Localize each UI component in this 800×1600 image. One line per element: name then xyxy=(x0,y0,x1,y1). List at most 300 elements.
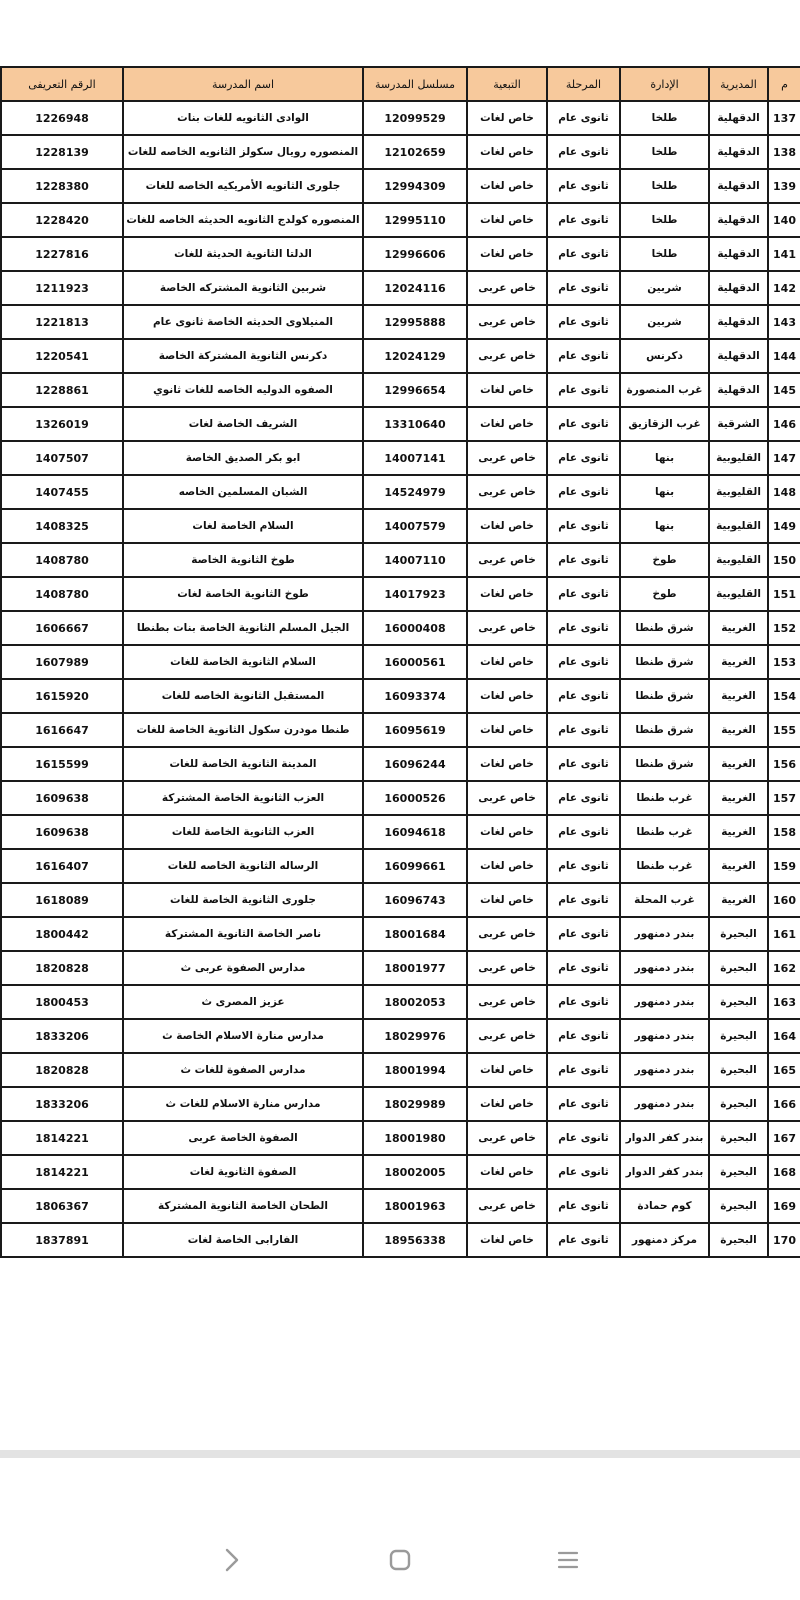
col-school-serial-cell: 16000526 xyxy=(363,781,467,815)
table-row xyxy=(1,1189,800,1223)
col-administration-cell: غرب طنطا xyxy=(620,781,709,815)
col-administration-cell: شرق طنطا xyxy=(620,747,709,781)
col-school-serial-cell: 12102659 xyxy=(363,135,467,169)
header-col-school-name: اسم المدرسة xyxy=(123,67,363,101)
col-identifier-cell: 1408325 xyxy=(1,509,123,543)
col-school-serial-cell: 16000408 xyxy=(363,611,467,645)
col-identifier-cell: 1606667 xyxy=(1,611,123,645)
col-directorate-cell: الدقهلية xyxy=(709,101,768,135)
col-index-cell: 163 xyxy=(768,985,800,1019)
table-row xyxy=(1,135,800,169)
col-directorate-cell: الغربية xyxy=(709,611,768,645)
table-row xyxy=(1,101,800,135)
col-affiliation-cell: خاص لغات xyxy=(467,645,547,679)
col-index-cell: 148 xyxy=(768,475,800,509)
col-identifier-cell: 1800442 xyxy=(1,917,123,951)
col-identifier-cell: 1408780 xyxy=(1,577,123,611)
header-col-stage: المرحلة xyxy=(547,67,620,101)
col-identifier-cell: 1615920 xyxy=(1,679,123,713)
col-stage-cell: ثانوى عام xyxy=(547,1155,620,1189)
col-identifier-cell: 1228139 xyxy=(1,135,123,169)
col-affiliation-cell: خاص لغات xyxy=(467,849,547,883)
col-identifier-cell: 1618089 xyxy=(1,883,123,917)
col-school-serial-cell: 18001684 xyxy=(363,917,467,951)
col-stage-cell: ثانوى عام xyxy=(547,407,620,441)
col-directorate-cell: الدقهلية xyxy=(709,135,768,169)
col-stage-cell: ثانوى عام xyxy=(547,339,620,373)
col-administration-cell: بنها xyxy=(620,441,709,475)
col-school-name-cell: المنصوره كولدج الثانويه الحديثه الخاصه للغات xyxy=(123,203,363,237)
col-administration-cell: طلخا xyxy=(620,101,709,135)
col-school-name-cell: العزب الثانوية الخاصة المشتركة xyxy=(123,781,363,815)
col-identifier-cell: 1408780 xyxy=(1,543,123,577)
col-identifier-cell: 1227816 xyxy=(1,237,123,271)
col-school-name-cell: المنيلاوى الحديثه الخاصة ثانوى عام xyxy=(123,305,363,339)
table-row xyxy=(1,611,800,645)
col-stage-cell: ثانوى عام xyxy=(547,1121,620,1155)
col-identifier-cell: 1806367 xyxy=(1,1189,123,1223)
col-school-name-cell: الوادى الثانويه للغات بنات xyxy=(123,101,363,135)
col-school-name-cell: المدينة الثانوية الخاصة للغات xyxy=(123,747,363,781)
col-stage-cell: ثانوى عام xyxy=(547,1223,620,1257)
col-affiliation-cell: خاص لغات xyxy=(467,883,547,917)
col-directorate-cell: القليوبية xyxy=(709,475,768,509)
col-directorate-cell: الغربية xyxy=(709,713,768,747)
col-administration-cell: غرب المنصورة xyxy=(620,373,709,407)
col-identifier-cell: 1609638 xyxy=(1,781,123,815)
col-identifier-cell: 1220541 xyxy=(1,339,123,373)
col-administration-cell: شرق طنطا xyxy=(620,679,709,713)
col-identifier-cell: 1616407 xyxy=(1,849,123,883)
col-school-name-cell: الصفوة الثانوية لغات xyxy=(123,1155,363,1189)
col-identifier-cell: 1814221 xyxy=(1,1155,123,1189)
col-affiliation-cell: خاص لغات xyxy=(467,1155,547,1189)
col-affiliation-cell: خاص لغات xyxy=(467,101,547,135)
col-affiliation-cell: خاص عربى xyxy=(467,1121,547,1155)
col-administration-cell: طلخا xyxy=(620,203,709,237)
table-row xyxy=(1,237,800,271)
col-school-serial-cell: 14007579 xyxy=(363,509,467,543)
col-administration-cell: بندر دمنهور xyxy=(620,985,709,1019)
table-row xyxy=(1,951,800,985)
col-stage-cell: ثانوى عام xyxy=(547,679,620,713)
col-affiliation-cell: خاص عربى xyxy=(467,1019,547,1053)
col-index-cell: 143 xyxy=(768,305,800,339)
col-school-name-cell: دكرنس الثانوية المشتركة الخاصة xyxy=(123,339,363,373)
col-identifier-cell: 1837891 xyxy=(1,1223,123,1257)
col-school-name-cell: الصفوه الدوليه الخاصه للغات ثانوي xyxy=(123,373,363,407)
col-directorate-cell: الدقهلية xyxy=(709,237,768,271)
col-affiliation-cell: خاص لغات xyxy=(467,815,547,849)
col-directorate-cell: الدقهلية xyxy=(709,203,768,237)
col-administration-cell: بندر كفر الدوار xyxy=(620,1121,709,1155)
col-identifier-cell: 1326019 xyxy=(1,407,123,441)
col-affiliation-cell: خاص عربى xyxy=(467,1189,547,1223)
col-identifier-cell: 1407507 xyxy=(1,441,123,475)
col-administration-cell: غرب طنطا xyxy=(620,849,709,883)
col-affiliation-cell: خاص لغات xyxy=(467,747,547,781)
col-administration-cell: شرق طنطا xyxy=(620,645,709,679)
col-index-cell: 139 xyxy=(768,169,800,203)
col-school-name-cell: جلورى الثانوية الخاصة للغات xyxy=(123,883,363,917)
col-stage-cell: ثانوى عام xyxy=(547,169,620,203)
col-stage-cell: ثانوى عام xyxy=(547,611,620,645)
table-row xyxy=(1,1053,800,1087)
col-administration-cell: غرب المحلة xyxy=(620,883,709,917)
col-directorate-cell: الغربية xyxy=(709,849,768,883)
header-col-directorate: المديرية xyxy=(709,67,768,101)
col-identifier-cell: 1616647 xyxy=(1,713,123,747)
col-identifier-cell: 1800453 xyxy=(1,985,123,1019)
col-school-serial-cell: 18029976 xyxy=(363,1019,467,1053)
col-school-serial-cell: 16095619 xyxy=(363,713,467,747)
home-button[interactable] xyxy=(376,1540,424,1580)
col-stage-cell: ثانوى عام xyxy=(547,509,620,543)
col-school-serial-cell: 16094618 xyxy=(363,815,467,849)
col-directorate-cell: الغربية xyxy=(709,883,768,917)
table-row xyxy=(1,1121,800,1155)
table-body xyxy=(1,101,800,1257)
col-school-name-cell: جلورى الثانويه الأمريكيه الخاصه للغات xyxy=(123,169,363,203)
col-school-serial-cell: 12996606 xyxy=(363,237,467,271)
col-stage-cell: ثانوى عام xyxy=(547,373,620,407)
col-school-serial-cell: 18002053 xyxy=(363,985,467,1019)
col-affiliation-cell: خاص عربى xyxy=(467,475,547,509)
col-identifier-cell: 1228380 xyxy=(1,169,123,203)
col-school-serial-cell: 16000561 xyxy=(363,645,467,679)
col-directorate-cell: البحيرة xyxy=(709,1053,768,1087)
table-header-row xyxy=(1,67,800,101)
col-stage-cell: ثانوى عام xyxy=(547,135,620,169)
header-col-identifier: الرقم التعريفى xyxy=(1,67,123,101)
col-administration-cell: شربين xyxy=(620,305,709,339)
col-stage-cell: ثانوى عام xyxy=(547,1087,620,1121)
col-stage-cell: ثانوى عام xyxy=(547,985,620,1019)
col-index-cell: 157 xyxy=(768,781,800,815)
col-affiliation-cell: خاص لغات xyxy=(467,713,547,747)
col-school-name-cell: طوخ الثانوية الخاصة xyxy=(123,543,363,577)
col-identifier-cell: 1226948 xyxy=(1,101,123,135)
col-identifier-cell: 1820828 xyxy=(1,1053,123,1087)
table-row xyxy=(1,713,800,747)
col-school-name-cell: العزب الثانوية الخاصة للغات xyxy=(123,815,363,849)
col-school-name-cell: ناصر الخاصة الثانوية المشتركة xyxy=(123,917,363,951)
col-stage-cell: ثانوى عام xyxy=(547,1053,620,1087)
col-school-name-cell: الشبان المسلمين الخاصه xyxy=(123,475,363,509)
col-administration-cell: بنها xyxy=(620,475,709,509)
col-directorate-cell: الدقهلية xyxy=(709,169,768,203)
col-school-serial-cell: 18002005 xyxy=(363,1155,467,1189)
col-affiliation-cell: خاص لغات xyxy=(467,1223,547,1257)
chevron-right-icon xyxy=(222,1547,242,1573)
col-administration-cell: بندر دمنهور xyxy=(620,1087,709,1121)
col-affiliation-cell: خاص عربى xyxy=(467,917,547,951)
col-affiliation-cell: خاص عربى xyxy=(467,305,547,339)
col-stage-cell: ثانوى عام xyxy=(547,203,620,237)
col-affiliation-cell: خاص لغات xyxy=(467,1053,547,1087)
table-row xyxy=(1,849,800,883)
col-directorate-cell: البحيرة xyxy=(709,1087,768,1121)
col-school-serial-cell: 14007110 xyxy=(363,543,467,577)
col-school-serial-cell: 16099661 xyxy=(363,849,467,883)
col-identifier-cell: 1211923 xyxy=(1,271,123,305)
col-school-serial-cell: 14007141 xyxy=(363,441,467,475)
col-stage-cell: ثانوى عام xyxy=(547,1019,620,1053)
col-school-serial-cell: 12994309 xyxy=(363,169,467,203)
menu-button[interactable] xyxy=(544,1540,592,1580)
col-administration-cell: بندر كفر الدوار xyxy=(620,1155,709,1189)
col-directorate-cell: البحيرة xyxy=(709,1019,768,1053)
table-row xyxy=(1,543,800,577)
col-directorate-cell: القليوبية xyxy=(709,577,768,611)
col-school-name-cell: شربين الثانوية المشتركه الخاصة xyxy=(123,271,363,305)
table-row xyxy=(1,271,800,305)
table-row xyxy=(1,781,800,815)
table-row xyxy=(1,203,800,237)
table-row xyxy=(1,815,800,849)
col-school-serial-cell: 16096244 xyxy=(363,747,467,781)
col-school-name-cell: طوخ الثانوية الخاصة لغات xyxy=(123,577,363,611)
col-school-serial-cell: 16093374 xyxy=(363,679,467,713)
col-identifier-cell: 1820828 xyxy=(1,951,123,985)
col-directorate-cell: الدقهلية xyxy=(709,373,768,407)
col-directorate-cell: البحيرة xyxy=(709,917,768,951)
col-index-cell: 140 xyxy=(768,203,800,237)
col-administration-cell: طوخ xyxy=(620,577,709,611)
col-school-name-cell: الدلتا الثانوية الحديثة للغات xyxy=(123,237,363,271)
table-row xyxy=(1,985,800,1019)
col-school-serial-cell: 18001977 xyxy=(363,951,467,985)
col-directorate-cell: الدقهلية xyxy=(709,339,768,373)
col-directorate-cell: البحيرة xyxy=(709,951,768,985)
table-row xyxy=(1,1087,800,1121)
table-row xyxy=(1,441,800,475)
col-affiliation-cell: خاص لغات xyxy=(467,509,547,543)
col-stage-cell: ثانوى عام xyxy=(547,951,620,985)
col-affiliation-cell: خاص لغات xyxy=(467,679,547,713)
table-row xyxy=(1,917,800,951)
col-index-cell: 168 xyxy=(768,1155,800,1189)
col-school-name-cell: طنطا مودرن سكول الثانوية الخاصة للغات xyxy=(123,713,363,747)
col-administration-cell: طلخا xyxy=(620,169,709,203)
col-administration-cell: غرب طنطا xyxy=(620,815,709,849)
col-identifier-cell: 1833206 xyxy=(1,1087,123,1121)
col-administration-cell: بندر دمنهور xyxy=(620,1019,709,1053)
col-school-name-cell: عزيز المصرى ث xyxy=(123,985,363,1019)
col-school-serial-cell: 12024129 xyxy=(363,339,467,373)
col-identifier-cell: 1607989 xyxy=(1,645,123,679)
col-identifier-cell: 1407455 xyxy=(1,475,123,509)
col-index-cell: 169 xyxy=(768,1189,800,1223)
col-stage-cell: ثانوى عام xyxy=(547,101,620,135)
table-row xyxy=(1,407,800,441)
page-divider xyxy=(0,1450,800,1458)
table-row xyxy=(1,475,800,509)
col-stage-cell: ثانوى عام xyxy=(547,645,620,679)
table-row xyxy=(1,747,800,781)
col-index-cell: 170 xyxy=(768,1223,800,1257)
table-row xyxy=(1,1155,800,1189)
col-directorate-cell: البحيرة xyxy=(709,985,768,1019)
col-index-cell: 142 xyxy=(768,271,800,305)
col-stage-cell: ثانوى عام xyxy=(547,577,620,611)
col-identifier-cell: 1615599 xyxy=(1,747,123,781)
col-school-serial-cell: 18001963 xyxy=(363,1189,467,1223)
col-administration-cell: دكرنس xyxy=(620,339,709,373)
col-index-cell: 152 xyxy=(768,611,800,645)
schools-table xyxy=(0,66,800,1258)
col-directorate-cell: الدقهلية xyxy=(709,305,768,339)
col-affiliation-cell: خاص لغات xyxy=(467,237,547,271)
col-stage-cell: ثانوى عام xyxy=(547,543,620,577)
col-directorate-cell: البحيرة xyxy=(709,1223,768,1257)
table-row xyxy=(1,509,800,543)
col-affiliation-cell: خاص عربى xyxy=(467,441,547,475)
col-school-name-cell: السلام الثانوية الخاصة للغات xyxy=(123,645,363,679)
col-administration-cell: كوم حمادة xyxy=(620,1189,709,1223)
col-stage-cell: ثانوى عام xyxy=(547,883,620,917)
col-school-serial-cell: 14017923 xyxy=(363,577,467,611)
col-index-cell: 146 xyxy=(768,407,800,441)
col-identifier-cell: 1833206 xyxy=(1,1019,123,1053)
col-affiliation-cell: خاص عربى xyxy=(467,611,547,645)
col-index-cell: 153 xyxy=(768,645,800,679)
col-index-cell: 141 xyxy=(768,237,800,271)
header-col-administration: الإدارة xyxy=(620,67,709,101)
back-button[interactable] xyxy=(208,1540,256,1580)
col-administration-cell: شرق طنطا xyxy=(620,611,709,645)
col-stage-cell: ثانوى عام xyxy=(547,815,620,849)
table-row xyxy=(1,1223,800,1257)
col-index-cell: 161 xyxy=(768,917,800,951)
col-affiliation-cell: خاص لغات xyxy=(467,135,547,169)
col-school-serial-cell: 12024116 xyxy=(363,271,467,305)
col-index-cell: 145 xyxy=(768,373,800,407)
col-stage-cell: ثانوى عام xyxy=(547,441,620,475)
col-affiliation-cell: خاص لغات xyxy=(467,1087,547,1121)
col-administration-cell: طلخا xyxy=(620,135,709,169)
col-administration-cell: بنها xyxy=(620,509,709,543)
col-school-name-cell: الطحان الخاصة الثانوية المشتركة xyxy=(123,1189,363,1223)
col-school-serial-cell: 12099529 xyxy=(363,101,467,135)
col-school-serial-cell: 12995110 xyxy=(363,203,467,237)
col-school-name-cell: الجيل المسلم الثانوية الخاصة بنات بطنطا xyxy=(123,611,363,645)
col-administration-cell: مركز دمنهور xyxy=(620,1223,709,1257)
col-directorate-cell: الغربية xyxy=(709,781,768,815)
col-index-cell: 149 xyxy=(768,509,800,543)
col-index-cell: 162 xyxy=(768,951,800,985)
col-affiliation-cell: خاص عربى xyxy=(467,985,547,1019)
col-affiliation-cell: خاص عربى xyxy=(467,781,547,815)
col-directorate-cell: البحيرة xyxy=(709,1189,768,1223)
col-index-cell: 147 xyxy=(768,441,800,475)
col-directorate-cell: القليوبية xyxy=(709,543,768,577)
col-index-cell: 165 xyxy=(768,1053,800,1087)
col-directorate-cell: القليوبية xyxy=(709,441,768,475)
col-index-cell: 167 xyxy=(768,1121,800,1155)
col-administration-cell: طوخ xyxy=(620,543,709,577)
table-row xyxy=(1,645,800,679)
col-stage-cell: ثانوى عام xyxy=(547,713,620,747)
col-administration-cell: بندر دمنهور xyxy=(620,917,709,951)
col-school-serial-cell: 14524979 xyxy=(363,475,467,509)
col-directorate-cell: الغربية xyxy=(709,679,768,713)
col-affiliation-cell: خاص لغات xyxy=(467,577,547,611)
col-school-name-cell: المستقبل الثانوية الخاصه للغات xyxy=(123,679,363,713)
col-school-serial-cell: 18956338 xyxy=(363,1223,467,1257)
header-col-affiliation: التبعية xyxy=(467,67,547,101)
col-administration-cell: شرق طنطا xyxy=(620,713,709,747)
col-index-cell: 151 xyxy=(768,577,800,611)
rounded-square-icon xyxy=(388,1548,412,1572)
col-stage-cell: ثانوى عام xyxy=(547,1189,620,1223)
col-administration-cell: غرب الزقازيق xyxy=(620,407,709,441)
col-index-cell: 158 xyxy=(768,815,800,849)
col-school-name-cell: مدارس الصفوة عربى ث xyxy=(123,951,363,985)
col-index-cell: 156 xyxy=(768,747,800,781)
col-affiliation-cell: خاص عربى xyxy=(467,543,547,577)
col-affiliation-cell: خاص لغات xyxy=(467,373,547,407)
col-directorate-cell: البحيرة xyxy=(709,1121,768,1155)
col-stage-cell: ثانوى عام xyxy=(547,271,620,305)
col-school-name-cell: السلام الخاصة لغات xyxy=(123,509,363,543)
col-school-serial-cell: 16096743 xyxy=(363,883,467,917)
col-stage-cell: ثانوى عام xyxy=(547,849,620,883)
col-identifier-cell: 1609638 xyxy=(1,815,123,849)
col-school-serial-cell: 18001980 xyxy=(363,1121,467,1155)
table-row xyxy=(1,339,800,373)
col-school-name-cell: مدارس الصفوة للغات ث xyxy=(123,1053,363,1087)
col-index-cell: 155 xyxy=(768,713,800,747)
col-school-name-cell: الشريف الخاصة لغات xyxy=(123,407,363,441)
table-row xyxy=(1,883,800,917)
col-school-name-cell: مدارس منارة الاسلام للغات ث xyxy=(123,1087,363,1121)
col-administration-cell: بندر دمنهور xyxy=(620,951,709,985)
col-identifier-cell: 1814221 xyxy=(1,1121,123,1155)
col-index-cell: 160 xyxy=(768,883,800,917)
col-index-cell: 159 xyxy=(768,849,800,883)
col-identifier-cell: 1228861 xyxy=(1,373,123,407)
col-affiliation-cell: خاص عربى xyxy=(467,271,547,305)
hamburger-menu-icon xyxy=(556,1548,580,1572)
col-directorate-cell: الدقهلية xyxy=(709,271,768,305)
col-school-serial-cell: 12996654 xyxy=(363,373,467,407)
col-administration-cell: بندر دمنهور xyxy=(620,1053,709,1087)
header-col-school-serial: مسلسل المدرسة xyxy=(363,67,467,101)
col-identifier-cell: 1221813 xyxy=(1,305,123,339)
col-school-name-cell: مدارس منارة الاسلام الخاصة ث xyxy=(123,1019,363,1053)
col-index-cell: 150 xyxy=(768,543,800,577)
col-directorate-cell: الغربية xyxy=(709,747,768,781)
col-stage-cell: ثانوى عام xyxy=(547,305,620,339)
col-index-cell: 144 xyxy=(768,339,800,373)
table-row xyxy=(1,679,800,713)
col-school-name-cell: الرساله الثانوية الخاصه للغات xyxy=(123,849,363,883)
col-school-serial-cell: 13310640 xyxy=(363,407,467,441)
col-affiliation-cell: خاص لغات xyxy=(467,203,547,237)
col-affiliation-cell: خاص عربى xyxy=(467,339,547,373)
col-directorate-cell: الغربية xyxy=(709,815,768,849)
table-row xyxy=(1,577,800,611)
col-directorate-cell: القليوبية xyxy=(709,509,768,543)
col-administration-cell: شربين xyxy=(620,271,709,305)
col-school-name-cell: الفارابى الخاصة لغات xyxy=(123,1223,363,1257)
col-stage-cell: ثانوى عام xyxy=(547,781,620,815)
table-row xyxy=(1,305,800,339)
col-school-name-cell: ابو بكر الصديق الخاصة xyxy=(123,441,363,475)
table-row xyxy=(1,1019,800,1053)
col-school-serial-cell: 18029989 xyxy=(363,1087,467,1121)
